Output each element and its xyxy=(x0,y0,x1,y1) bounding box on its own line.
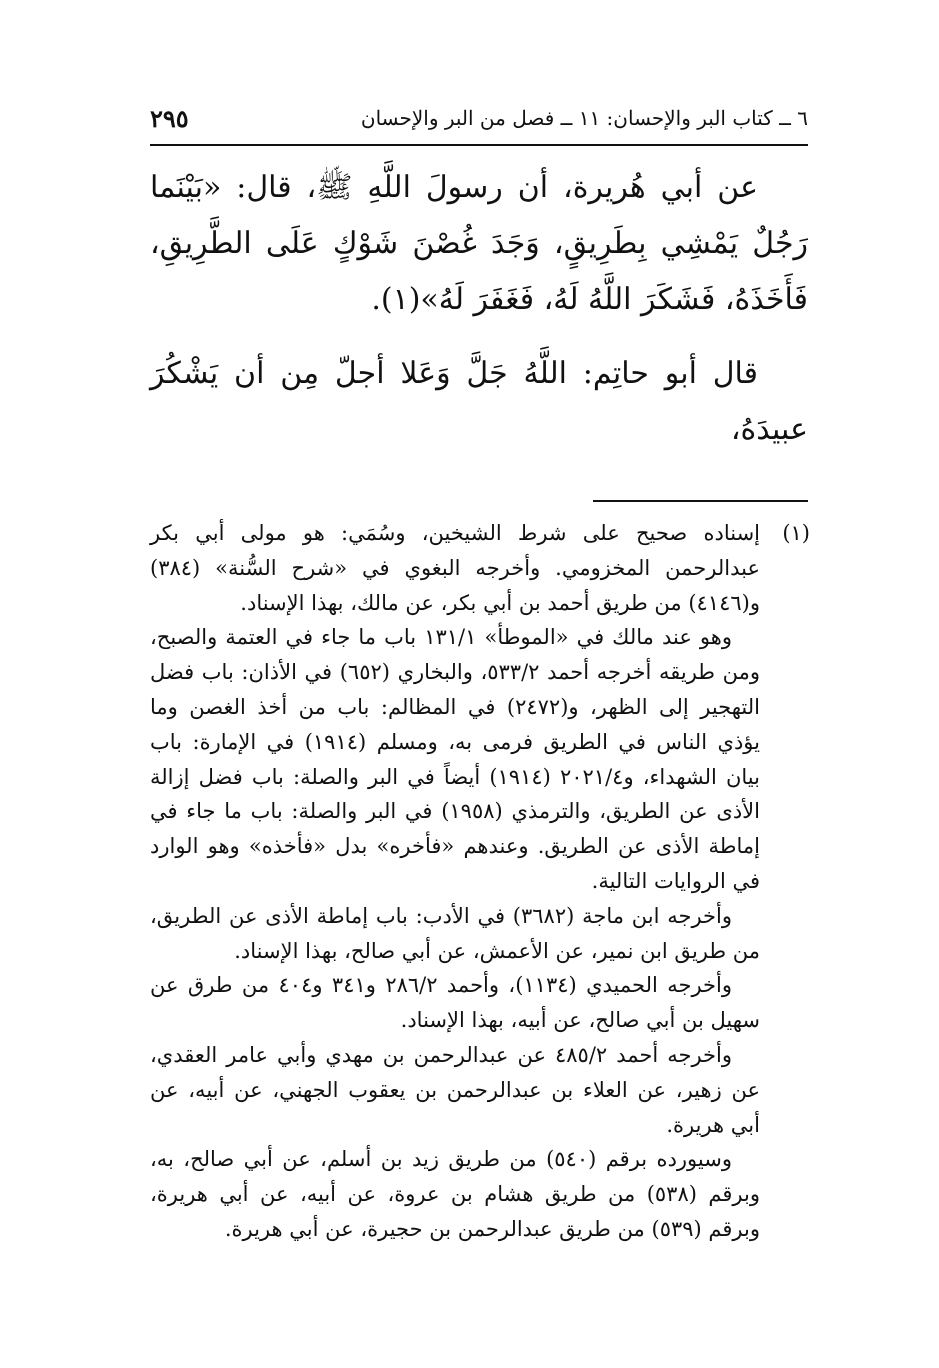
page-header xyxy=(150,100,808,146)
footnote-paragraph: وأخرجه الحميدي (١١٣٤)، وأحمد ٢٨٦/٢ و٣٤١ و٤٠٤ من طرق عن سهيل بن أبي صالح، عن أبيه، بهذا الإسناد. xyxy=(150,973,760,1033)
footnote-marker: (١) xyxy=(782,521,810,545)
footnote-paragraph: وهو عند مالك في «الموطأ» ١٣١/١ باب ما جاء في العتمة والصبح، ومن طريقه أخرجه أحمد ٥٣٣/٢، والبخاري (٦٥٢) في الأذان: باب فضل التهجير إلى الظهر، و(٢٤٧٢) في المظالم: باب من أخذ الغصن وما يؤذي الناس في الطريق فرمى به، ومسلم (١٩١٤) في الإمارة: باب بيان الشهداء، و٢٠٢١/٤ (١٩١٤) أيضاً في البر والصلة: باب فضل إزالة الأذى عن الطريق، والترمذي (١٩٥٨) في البر والصلة: باب ما جاء في إماطة الأذى عن الطريق. وعندهم «فأخره» بدل «فأخذه» وهو الوارد في الروايات التالية. xyxy=(150,625,761,893)
footnote-paragraph: وسيورده برقم (٥٤٠) من طريق زيد بن أسلم، عن أبي صالح، به، وبرقم (٥٣٨) من طريق هشام بن عروة، عن أبيه، عن أبي هريرة، وبرقم (٥٣٩) من طريق عبدالرحمن بن حجيرة، عن أبي هريرة. xyxy=(150,1147,760,1241)
footnote-paragraph: وأخرجه ابن ماجة (٣٦٨٢) في الأدب: باب إماطة الأذى عن الطريق، من طريق ابن نمير، عن الأعمش، عن أبي صالح، بهذا الإسناد. xyxy=(150,903,760,963)
main-text xyxy=(150,160,808,458)
footnote-paragraph: وأخرجه أحمد ٤٨٥/٢ عن عبدالرحمن بن مهدي وأبي عامر العقدي، عن زهير، عن العلاء بن عبدالرحمن بن يعقوب الجهني، عن أبيه، عن أبي هريرة. xyxy=(150,1042,760,1137)
footnote-separator xyxy=(593,500,808,502)
hadith-paragraph: عن أبي هُريرة، أن رسولَ اللَّهِ ﷺ، قال: «بَيْنَما رَجُلٌ يَمْشِي بِطَرِيقٍ، وَجَدَ غُصْنَ شَوْكٍ عَلَى الطَّرِيقِ، فَأَخَذَهُ، فَشَكَرَ اللَّهُ لَهُ، فَغَفَرَ لَهُ»(١). xyxy=(150,170,808,317)
page-number: ٢٩٥ xyxy=(150,104,189,133)
running-title: ٦ ــ كتاب البر والإحسان: ١١ ــ فصل من البر والإحسان xyxy=(360,106,808,130)
commentary-paragraph: قال أبو حاتِم: اللَّهُ جَلَّ وَعَلا أجلّ مِن أن يَشْكُرَ عبيدَهُ، xyxy=(150,356,808,447)
footnotes xyxy=(150,516,808,1247)
footnote-text: إسناده صحيح على شرط الشيخين، وسُمَي: هو مولى أبي بكر عبدالرحمن المخزومي. وأخرجه البغوي في «شرح السُّنة» (٣٨٤) و(٤١٤٦) من طريق أحمد بن أبي بكر، عن مالك، بهذا الإسناد. xyxy=(150,521,761,615)
footnote-paragraph xyxy=(150,516,808,620)
book-page xyxy=(150,100,808,1320)
